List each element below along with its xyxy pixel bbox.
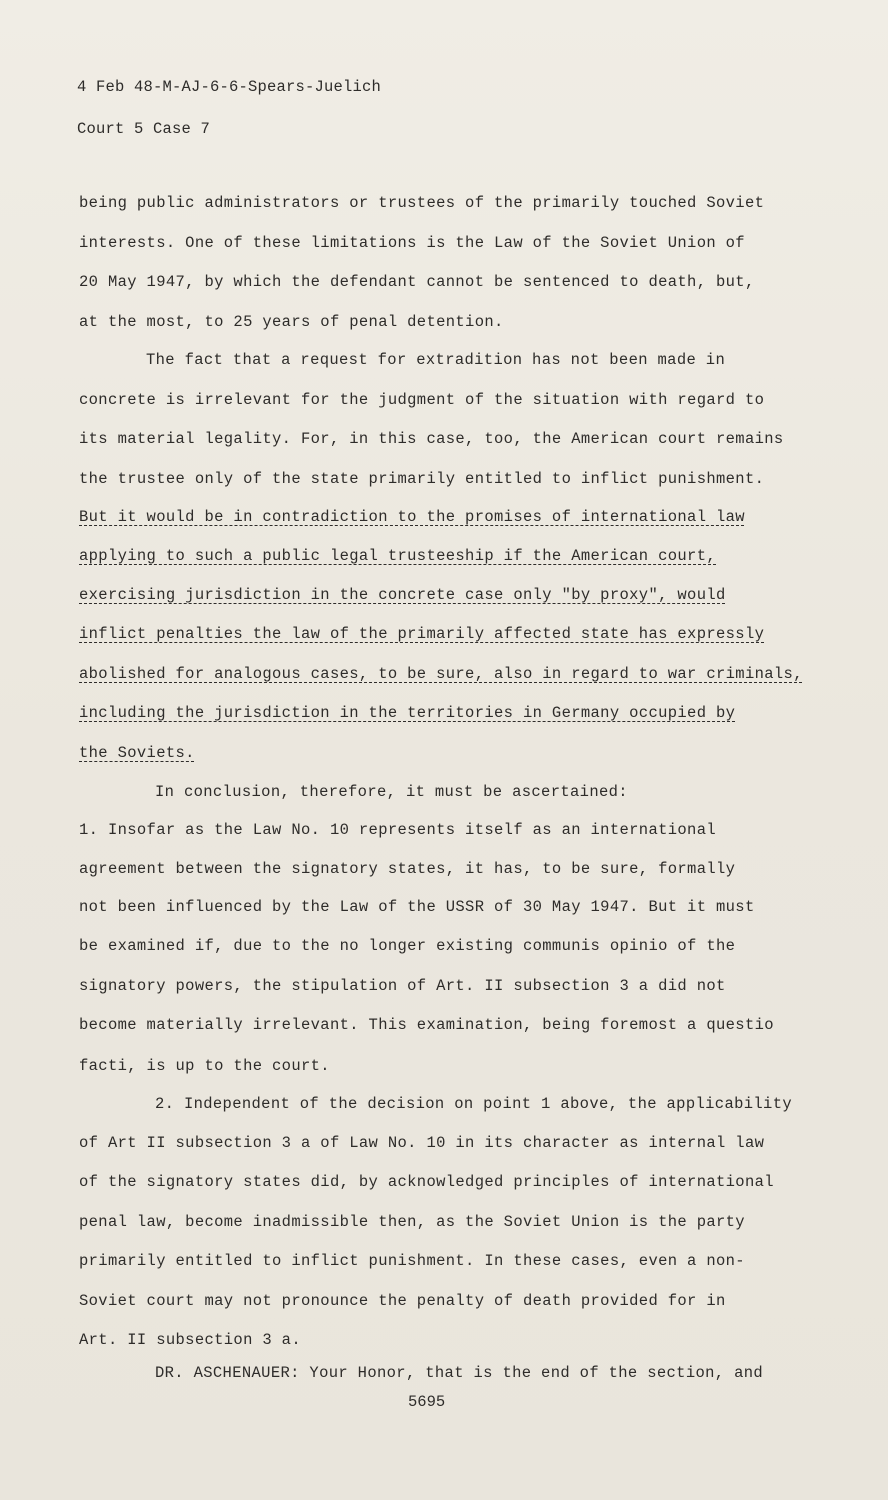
text-line: of the signatory states did, by acknowledged principles of international [79, 1173, 774, 1191]
underlined-text-line: abolished for analogous cases, to be sure, also in regard to war criminals, [79, 665, 803, 683]
numbered-point-2: 2. Independent of the decision on point 1 above, the applicability [155, 1095, 792, 1113]
document-reference: 4 Feb 48-M-AJ-6-6-Spears-Juelich [77, 78, 382, 96]
text-line: at the most, to 25 years of penal detention. [79, 313, 504, 331]
underlined-text-line: including the jurisdiction in the territories in Germany occupied by [79, 704, 736, 722]
numbered-point-1: 1. Insofar as the Law No. 10 represents itself as an international [79, 821, 716, 839]
text-line: facti, is up to the court. [79, 1057, 330, 1075]
text-line: being public administrators or trustees of the primarily touched Soviet [79, 194, 765, 212]
text-line: Art. II subsection 3 a. [79, 1331, 301, 1349]
speaker-line: DR. ASCHENAUER: Your Honor, that is the end of the section, and [155, 1364, 764, 1382]
text-line: Soviet court may not pronounce the penalty of death provided for in [79, 1292, 726, 1310]
text-line: its material legality. For, in this case, too, the American court remains [79, 430, 784, 448]
underlined-text-line: But it would be in contradiction to the promises of international law [79, 508, 745, 526]
underlined-text-line: applying to such a public legal trusteeship if the American court, [79, 547, 716, 565]
text-line: primarily entitled to inflict punishment. In these cases, even a non- [79, 1252, 745, 1270]
court-case-label: Court 5 Case 7 [77, 120, 211, 138]
underlined-text-line: inflict penalties the law of the primarily affected state has expressly [79, 625, 765, 643]
underlined-text-line: exercising jurisdiction in the concrete case only "by proxy", would [79, 586, 726, 604]
text-line: signatory powers, the stipulation of Art. II subsection 3 a did not [79, 977, 726, 995]
text-line: agreement between the signatory states, it has, to be sure, formally [79, 860, 736, 878]
text-line: 20 May 1947, by which the defendant cannot be sentenced to death, but, [79, 273, 755, 291]
text-line: The fact that a request for extradition has not been made in [146, 351, 726, 369]
text-line: In conclusion, therefore, it must be ascertained: [155, 783, 628, 801]
underlined-text-line: the Soviets. [79, 744, 195, 762]
text-line: concrete is irrelevant for the judgment of the situation with regard to [79, 391, 765, 409]
page-number: 5695 [408, 1393, 446, 1411]
text-line: be examined if, due to the no longer existing communis opinio of the [79, 937, 736, 955]
text-line: become materially irrelevant. This examination, being foremost a questio [79, 1016, 774, 1034]
text-line: interests. One of these limitations is the Law of the Soviet Union of [79, 234, 745, 252]
text-line: the trustee only of the state primarily entitled to inflict punishment. [79, 470, 765, 488]
text-line: of Art II subsection 3 a of Law No. 10 in its character as internal law [79, 1134, 765, 1152]
text-line: penal law, become inadmissible then, as the Soviet Union is the party [79, 1213, 745, 1231]
text-line: not been influenced by the Law of the USSR of 30 May 1947. But it must [79, 898, 755, 916]
